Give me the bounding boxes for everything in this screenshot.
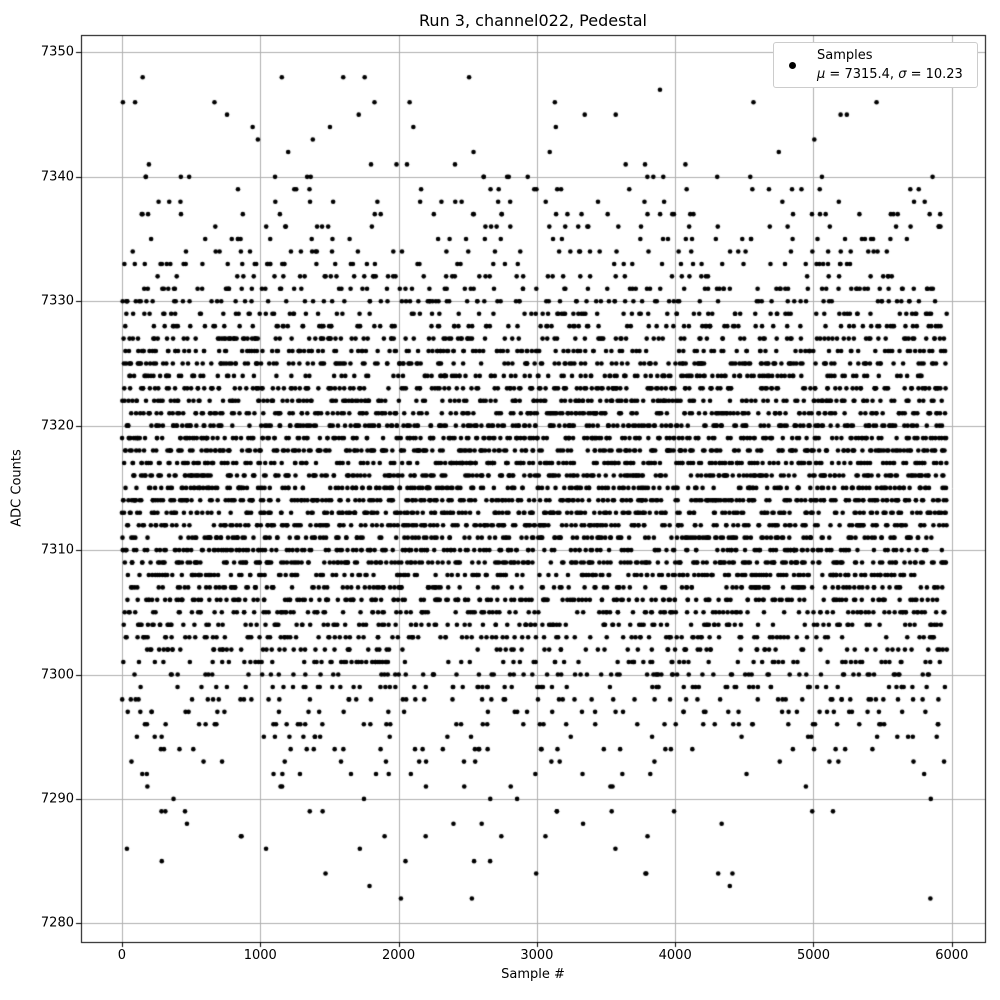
math-symbol: μ	[817, 67, 826, 82]
stat-value-text: = 7315.4,	[825, 67, 899, 82]
stat-value-text: = 10.23	[906, 67, 963, 82]
y-axis-label: ADC Counts	[9, 449, 25, 527]
chart-title: Run 3, channel022, Pedestal	[419, 11, 647, 30]
x-axis-label: Sample #	[501, 967, 565, 982]
x-tick-label: 3000	[520, 948, 554, 963]
x-tick-label: 2000	[382, 948, 416, 963]
math-symbol: σ	[898, 67, 907, 82]
x-tick-label: 1000	[243, 948, 277, 963]
y-tick-label: 7290	[40, 791, 74, 807]
y-tick-label: 7340	[40, 169, 74, 185]
y-tick-label: 7280	[40, 915, 74, 931]
y-tick-label: 7320	[40, 418, 74, 434]
x-tick-label: 0	[117, 948, 127, 963]
y-tick-label: 7300	[40, 667, 74, 682]
legend-series-label: Samples	[817, 48, 873, 63]
legend-box	[773, 42, 978, 88]
x-tick-label: 6000	[935, 948, 969, 963]
y-tick-label: 7310	[40, 542, 74, 558]
y-tick-label: 7350	[40, 44, 74, 60]
legend-stats-label	[817, 65, 963, 84]
x-tick-label: 5000	[796, 948, 831, 963]
y-tick-label: 7330	[40, 293, 74, 309]
x-tick-label: 4000	[658, 948, 692, 963]
samples-marker-icon	[789, 62, 796, 69]
